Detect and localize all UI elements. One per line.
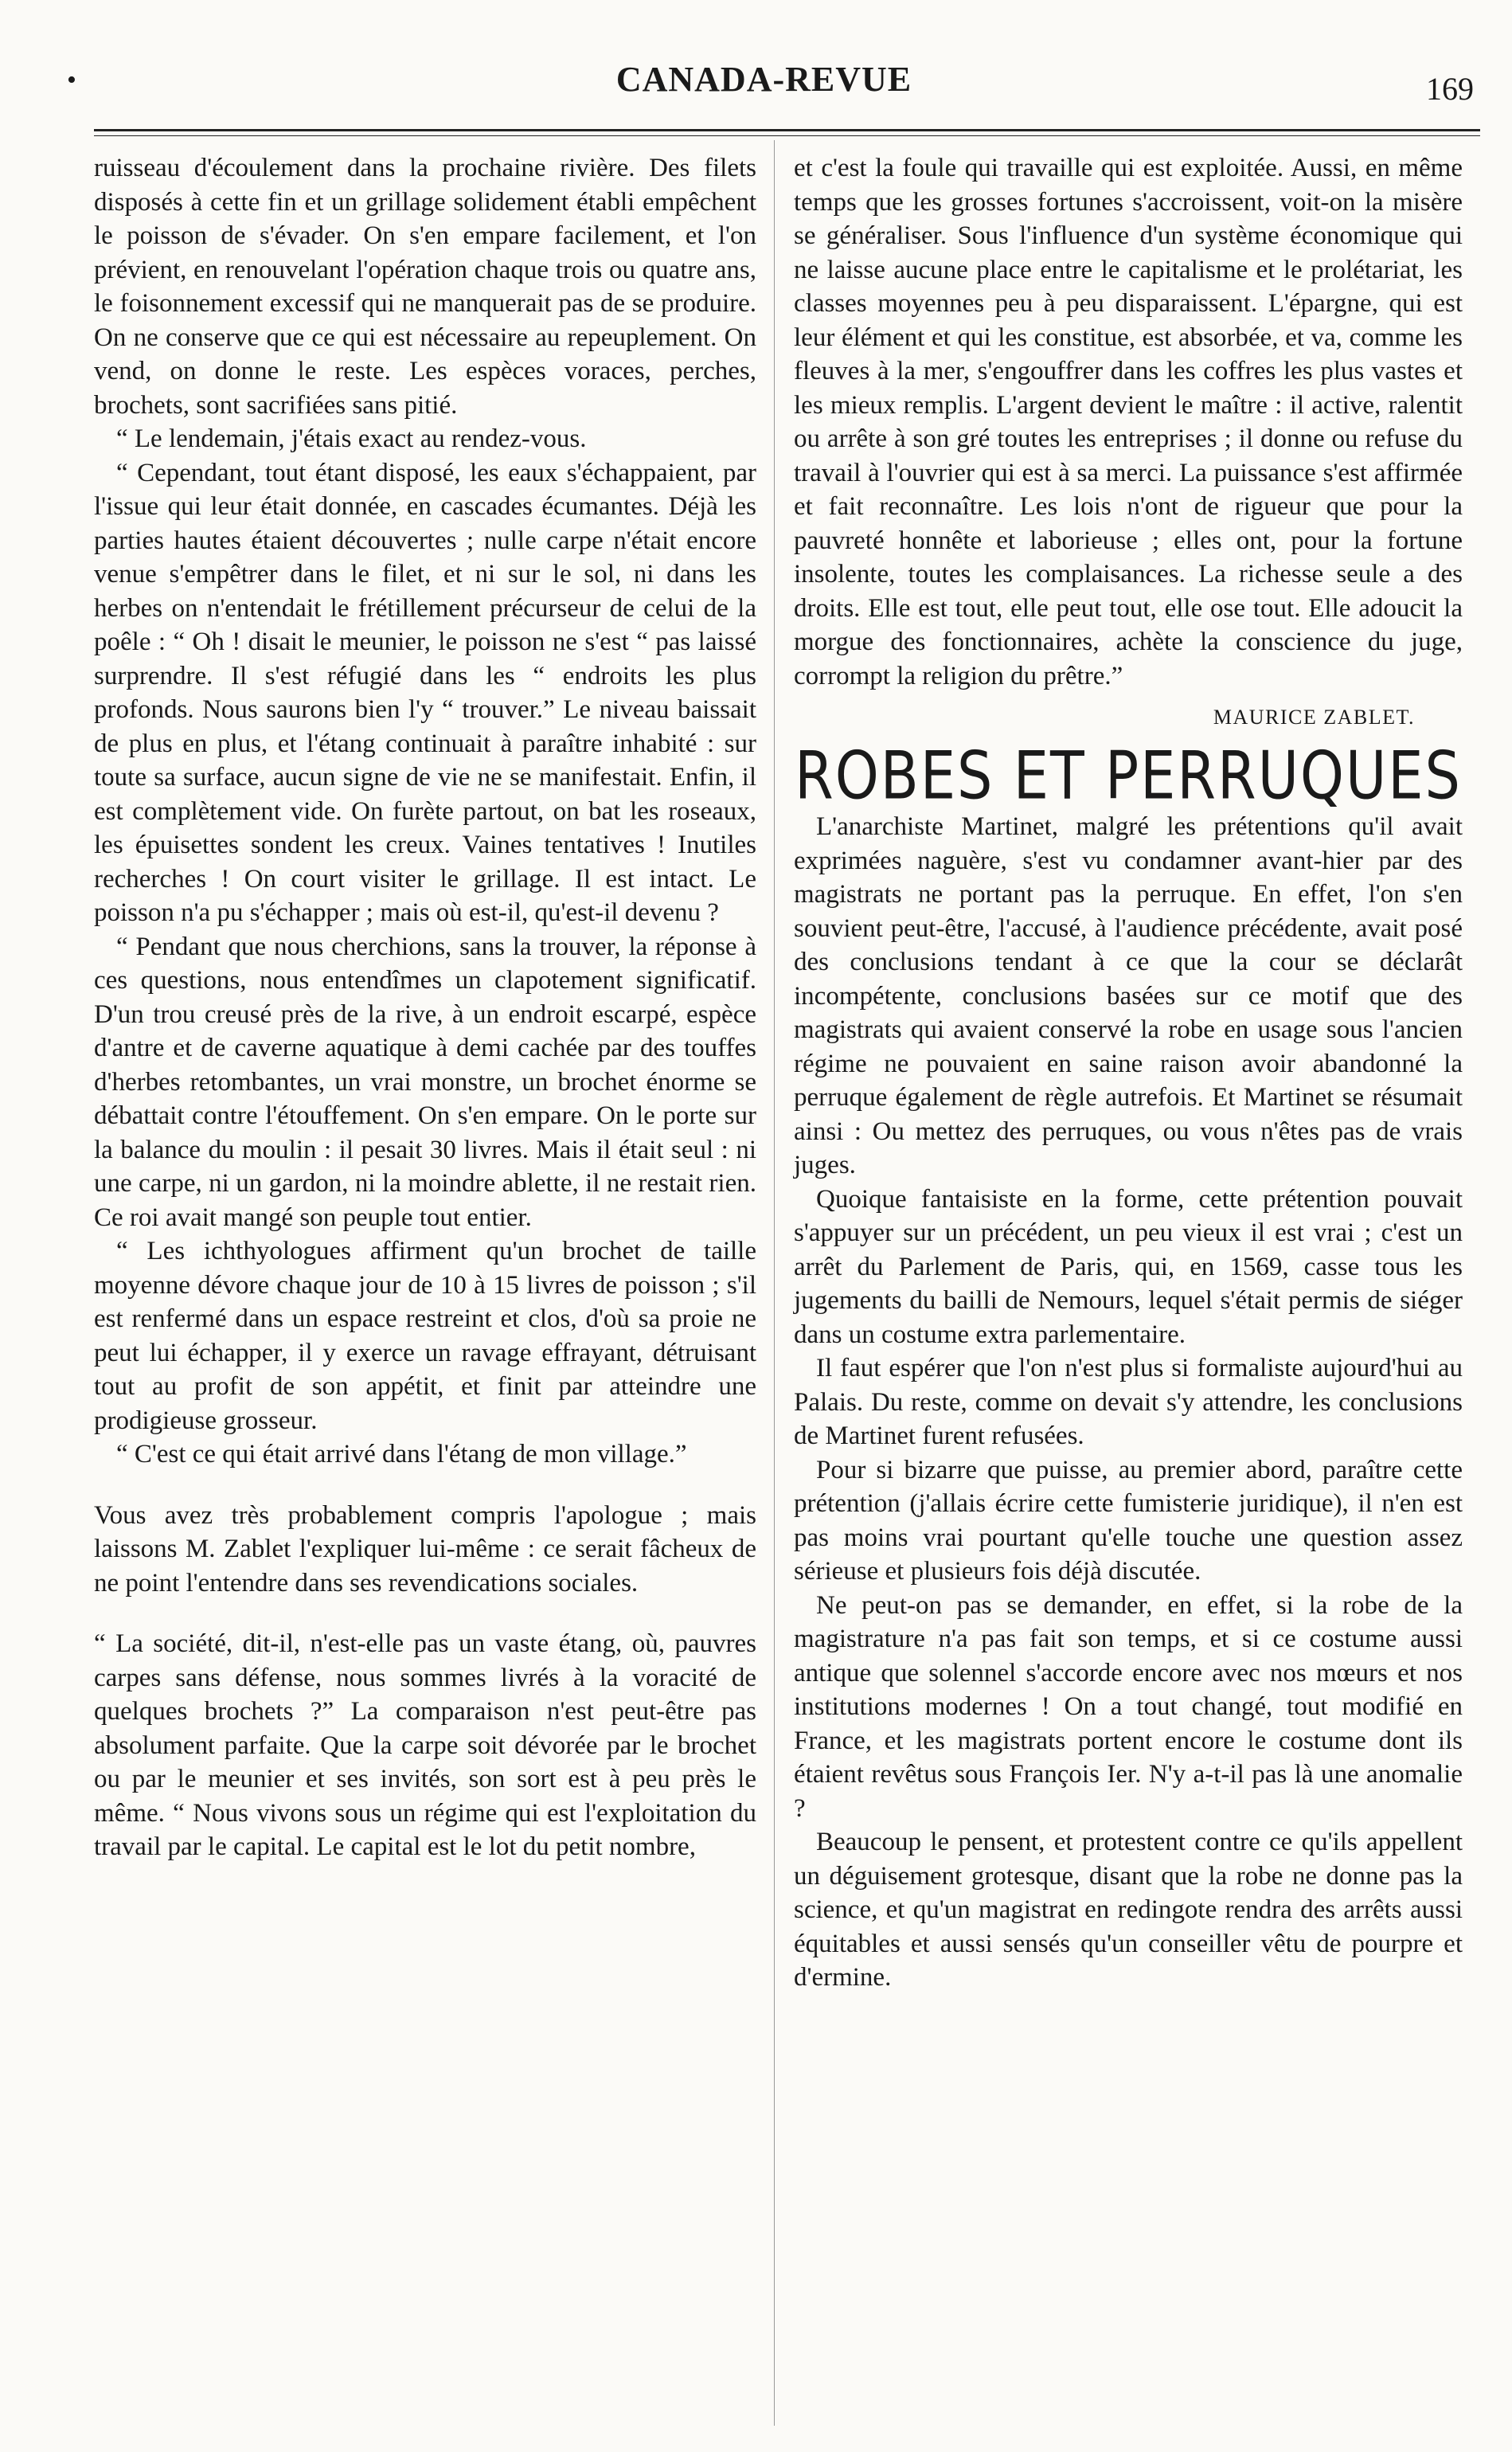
page-number: 169 xyxy=(1426,71,1474,107)
publication-title: CANADA-REVUE xyxy=(615,60,912,99)
paragraph: Pour si bizarre que puisse, au premier abord, paraître cette prétention (j'allais écrire cette fumisterie juridique), il n'en est pas moins vrai pourtant qu'elle touche une question assez sérieuse et plusieurs fois déjà discutée. xyxy=(794,1455,1463,1586)
paragraph: “ Les ichthyologues affirment qu'un brochet de taille moyenne dévore chaque jour de 10 à 15 livres de poisson ; s'il est renfermé dans un espace restreint et clos, d'où sa proie ne peut lui échapper, il y exerce un ravage effrayant, détruisant tout au profit de son appétit, et finit par atteindre une prodigieuse grosseur. xyxy=(94,1237,756,1435)
right-column xyxy=(794,151,1463,1995)
column-divider xyxy=(774,140,775,2426)
article-signature: MAURICE ZABLET. xyxy=(1213,706,1415,729)
left-column xyxy=(94,151,756,1864)
paragraph: “ La société, dit-il, n'est-elle pas un vaste étang, où, pauvres carpes sans défense, nous sommes livrés à la voracité de quelques brochets ?” La comparaison n'est peut-être pas absolument parfaite. Que la carpe soit dévorée par le brochet ou par le meunier et ses invités, son sort est à peu près le même. “ Nous vivons sous un régime qui est l'exploitation du travail par le capital. Le capital est le lot du petit nombre, xyxy=(94,1629,756,1861)
section-heading: ROBES ET PERRUQUES xyxy=(795,737,1462,814)
paragraph: “ Pendant que nous cherchions, sans la trouver, la réponse à ces questions, nous entendîmes un clapotement significatif. D'un trou creusé près de la rive, à un endroit escarpé, espèce d'antre et de caverne aquatique à demi cachée par des touffes d'herbes retombantes, un vrai monstre, un brochet énorme se débattait contre l'étouffement. On s'en empare. On le porte sur la balance du moulin : il pesait 30 livres. Mais il était seul : ni une carpe, ni un gardon, ni la moindre ablette, il ne restait rien. Ce roi avait mangé son peuple tout entier. xyxy=(94,932,756,1232)
header-bullet: • xyxy=(67,65,76,95)
paragraph: Il faut espérer que l'on n'est plus si formaliste aujourd'hui au Palais. Du reste, comme on devait s'y attendre, les conclusions de Martinet furent refusées. xyxy=(794,1354,1463,1450)
paragraph: Vous avez très probablement compris l'apologue ; mais laissons M. Zablet l'expliquer lui-même : ce serait fâcheux de ne point l'entendre dans ses revendications sociales. xyxy=(94,1500,756,1598)
page-header xyxy=(48,30,1480,107)
paragraph: Quoique fantaisiste en la forme, cette prétention pouvait s'appuyer sur un précédent, un peu vieux il est vrai ; c'est un arrêt du Parlement de Paris, qui, en 1569, casse tous les jugements du bailli de Nemours, lequel s'était permis de siéger dans un costume extra parlementaire. xyxy=(794,1184,1463,1349)
paragraph: Beaucoup le pensent, et protestent contre ce qu'ils appellent un déguisement grotesque, disant que la robe ne donne pas la science, et qu'un magistrat en redingote rendra des arrêts aussi équitables et aussi sensés qu'un conseiller vêtu de pourpre et d'ermine. xyxy=(794,1828,1463,1992)
paragraph: “ Cependant, tout étant disposé, les eaux s'échappaient, par l'issue qui leur était donnée, en cascades écumantes. Déjà les parties hautes étaient découvertes ; nulle carpe n'était encore venue s'empêtrer dans le filet, et ni sur le sol, ni dans les herbes on n'entendait le frétillement précurseur de celui de la poêle : “ Oh ! disait le meunier, le poisson ne s'est “ pas laissé surprendre. Il s'est réfugié dans les “ endroits les plus profonds. Nous saurons bien l'y “ trouver.” Le niveau baissait de plus en plus, et l'étang continuait à paraître inhabité : sur toute sa surface, aucun signe de vie ne se manifestait. Enfin, il est complètement vide. On furète partout, on bat les roseaux, les épuisettes sondent les creux. Vaines tentatives ! Inutiles recherches ! On court visiter le grillage. Il est intact. Le poisson n'a pu s'échapper ; mais où est-il, qu'est-il devenu ? xyxy=(94,458,756,927)
paragraph: L'anarchiste Martinet, malgré les prétentions qu'il avait exprimées naguère, s'est vu condamner avant-hier par des magistrats ne portant pas la perruque. En effet, l'on s'en souvient peut-être, l'accusé, à l'audience précédente, avait posé des conclusions tendant à ce que la cour se déclarât incompétente, conclusions basées sur ce motif que des magistrats qui avaient conservé la robe en usage sous l'ancien régime ne pouvaient en saine raison avoir abandonné la perruque également de règle autrefois. Et Martinet se résumait ainsi : Ou mettez des perruques, ou vous n'êtes pas de vrais juges. xyxy=(794,812,1463,1179)
paragraph: Ne peut-on pas se demander, en effet, si la robe de la magistrature n'a pas fait son temps, et si ce costume aussi antique que solennel s'accorde encore avec nos mœurs et nos institutions modernes ! On a tout changé, tout modifié en France, et les magistrats portent encore le costume dont ils étaient revêtus sous François Ier. N'y a-t-il pas là une anomalie ? xyxy=(794,1590,1463,1823)
paragraph: ruisseau d'écoulement dans la prochaine rivière. Des filets disposés à cette fin et un grillage solidement établi empêchent le poisson de s'évader. On s'en empare facilement, et l'on prévient, en renouvelant l'opération chaque trois ou quatre ans, le foisonnement excessif qui ne manquerait pas de se produire. On ne conserve que ce qui est nécessaire au repeuplement. On vend, on donne le reste. Les espèces voraces, perches, brochets, sont sacrifiées sans pitié. xyxy=(94,154,756,420)
header-rule-thin xyxy=(94,135,1480,136)
paragraph: “ Le lendemain, j'étais exact au rendez-vous. xyxy=(116,424,587,453)
paragraph: et c'est la foule qui travaille qui est exploitée. Aussi, en même temps que les grosses fortunes s'accroissent, voit-on la misère se généraliser. Sous l'influence d'un système économique qui ne laisse aucune place entre le capitalisme et le prolétariat, les classes moyennes peu à peu disparaissent. L'épargne, qui est leur élément et qui les constitue, est absorbée, et va, comme les fleuves à la mer, s'engouffrer dans les coffres les plus vastes et les mieux remplis. L'argent devient le maître : il active, ralentit ou arrête à son gré toutes les entreprises ; il donne ou refuse du travail à l'ouvrier qui est à sa merci. La puissance s'est affirmée et fait reconnaître. Les lois n'ont de rigueur que pour la pauvreté honnête et laborieuse ; elles ont, pour la fortune insolente, toutes les complaisances. La richesse seule a des droits. Elle est tout, elle peut tout, elle ose tout. Elle adoucit la morgue des fonctionnaires, achète la conscience du juge, corrompt la religion du prêtre.” xyxy=(794,154,1463,690)
header-rule xyxy=(94,129,1480,131)
paragraph: “ C'est ce qui était arrivé dans l'étang de mon village.” xyxy=(116,1440,687,1468)
